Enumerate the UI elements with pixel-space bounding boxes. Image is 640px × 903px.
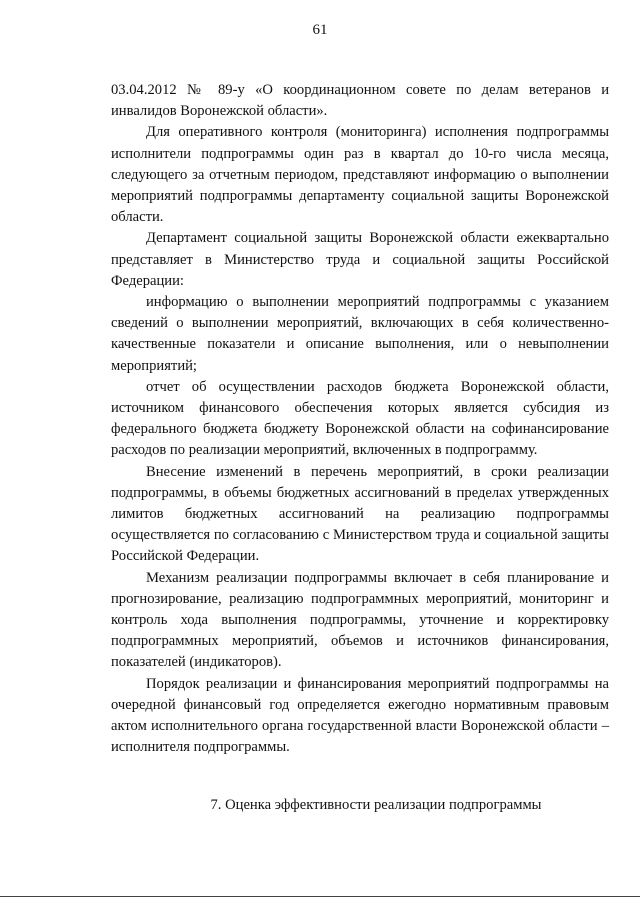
bottom-divider [0,896,640,897]
document-body [111,80,609,759]
paragraph-department-reports: Департамент социальной защиты Воронежской области ежеквартально представляет в Министерство труда и социальной защиты Российской Федерации: [111,230,609,289]
section-heading: 7. Оценка эффективности реализации подпрограммы [210,797,542,813]
paragraph-mechanism: Механизм реализации подпрограммы включает в себя планирование и прогнозирование, реализацию подпрограммных мероприятий, мониторинг и контроль хода выполнения подпрограммы, уточнение и корректировку подпрограммных мероприятий, объемов и источников финансирования, показателей (индикаторов). [111,569,609,671]
paragraph-expense-report: отчет об осуществлении расходов бюджета Воронежской области, источником финансового обеспечения которых является субсидия из федерального бюджета бюджету Воронежской области на софинансирование расходов по реализации мероприятий, включенных в подпрограмму. [111,378,609,459]
page-number: 61 [312,22,328,38]
paragraph-changes: Внесение изменений в перечень мероприятий, в сроки реализации подпрограммы, в объемы бюджетных ассигнований в пределах утвержденных лимитов бюджетных ассигнований на реализацию подпрограммы осуществляется по согласованию с Министерством труда и социальной защиты Российской Федерации. [111,463,609,565]
paragraph-continuation: 03.04.2012 № 89-у «О координационном совете по делам ветеранов и инвалидов Воронежской области». [111,82,609,120]
paragraph-monitoring: Для оперативного контроля (мониторинга) исполнения подпрограммы исполнители подпрограммы один раз в квартал до 10-го числа месяца, следующего за отчетным периодом, представляют информацию о выполнении мероприятий подпрограммы департаменту социальной защиты Воронежской области. [111,124,609,226]
paragraph-information: информацию о выполнении мероприятий подпрограммы с указанием сведений о выполнении мероприятий, включающих в себя количественно-качественные показатели и описание выполнения, или о невыполнении мероприятий; [111,294,609,374]
paragraph-financing-order: Порядок реализации и финансирования мероприятий подпрограммы на очередной финансовый год определяется ежегодно нормативным правовым актом исполнительного органа государственной власти Воронежской области – исполнителя подпрограммы. [111,675,609,756]
